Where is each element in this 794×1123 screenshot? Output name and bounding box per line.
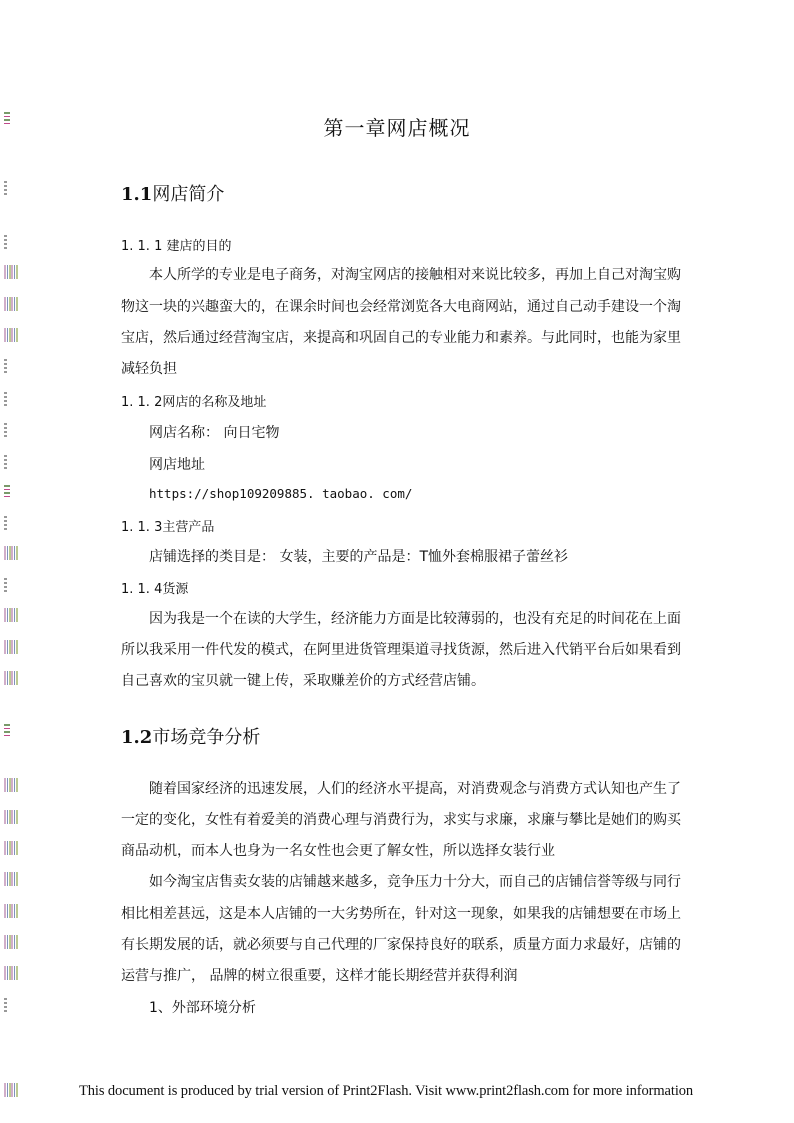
section-number: 1.2: [121, 727, 153, 748]
margin-artifact: [4, 181, 7, 195]
margin-artifact: [4, 810, 18, 824]
margin-artifact: [4, 392, 7, 406]
margin-artifact: [4, 485, 10, 499]
margin-artifact: [4, 841, 18, 855]
margin-artifact: [4, 998, 7, 1012]
paragraph-line: 相比相差甚远，这是本人店铺的一大劣势所在，针对这一现象，如果我的店铺想要在市场上: [121, 906, 681, 922]
margin-artifact: [4, 671, 18, 685]
paragraph-line: 商品动机，而本人也身为一名女性也会更了解女性，所以选择女装行业: [121, 843, 555, 859]
list-item-external-analysis: 1、外部环境分析: [149, 1000, 256, 1016]
margin-artifact: [4, 778, 18, 792]
margin-artifact: [4, 935, 18, 949]
paragraph-line: 如今淘宝店售卖女装的店铺越来越多，竞争压力十分大，而自己的店铺信誉等级与同行: [149, 874, 681, 890]
margin-artifact: [4, 724, 10, 738]
paragraph-line: 运营与推广， 品牌的树立很重要，这样才能长期经营并获得利润: [121, 968, 518, 984]
margin-artifact: [4, 328, 18, 342]
margin-artifact: [4, 640, 18, 654]
section-number: 1.1: [121, 184, 153, 205]
shop-address-label: 网店地址: [149, 457, 205, 473]
subsection-heading-1-1-3: 1. 1. 3主营产品: [121, 520, 215, 535]
paragraph-line: 随着国家经济的迅速发展，人们的经济水平提高，对消费观念与消费方式认知也产生了: [149, 781, 681, 797]
subsection-heading-1-1-4: 1. 1. 4货源: [121, 582, 189, 597]
section-title: 市场竞争分析: [152, 727, 261, 748]
subsection-heading-1-1-1: 1. 1. 1 建店的目的: [121, 239, 232, 254]
paragraph-line: 因为我是一个在读的大学生，经济能力方面是比较薄弱的，也没有充足的时间花在上面: [149, 611, 681, 627]
subsection-heading-1-1-2: 1. 1. 2网店的名称及地址: [121, 395, 267, 410]
section-heading-1-1: [121, 180, 224, 206]
chapter-title: 第一章网店概况: [323, 116, 471, 140]
margin-artifact: [4, 455, 7, 469]
paragraph-line: 宝店，然后通过经营淘宝店，来提高和巩固自己的专业能力和素养。与此同时，也能为家里: [121, 330, 681, 346]
section-title: 网店简介: [152, 184, 225, 205]
paragraph-line: 店铺选择的类目是： 女装，主要的产品是：T恤外套棉服裙子蕾丝衫: [149, 549, 569, 565]
margin-artifact: [4, 516, 7, 530]
paragraph-line: 所以我采用一件代发的模式，在阿里进货管理渠道寻找货源，然后进入代销平台后如果看到: [121, 642, 681, 658]
margin-artifact: [4, 872, 18, 886]
paragraph-line: 有长期发展的话，就必须要与自己代理的厂家保持良好的联系，质量方面力求最好，店铺的: [121, 937, 681, 953]
margin-artifact: [4, 546, 18, 560]
paragraph-line: 自己喜欢的宝贝就一键上传，采取赚差价的方式经营店铺。: [121, 673, 485, 689]
margin-artifact: [4, 359, 7, 373]
margin-artifact: [4, 235, 7, 249]
margin-artifact: [4, 966, 18, 980]
margin-artifact: [4, 1083, 18, 1097]
margin-artifact: [4, 608, 18, 622]
trial-watermark-footer: This document is produced by trial version of Print2Flash. Visit www.print2flash.com for more information: [79, 1083, 694, 1099]
margin-artifact: [4, 265, 18, 279]
margin-artifact: [4, 904, 18, 918]
margin-artifact: [4, 297, 18, 311]
section-heading-1-2: [121, 723, 260, 749]
shop-name: 网店名称： 向日宅物: [149, 425, 280, 441]
shop-url-link[interactable]: https://shop109209885. taobao. com/: [149, 486, 413, 501]
paragraph-line: 一定的变化，女性有着爱美的消费心理与消费行为，求实与求廉，求廉与攀比是她们的购买: [121, 812, 681, 828]
margin-artifact: [4, 578, 7, 592]
paragraph-line: 减轻负担: [121, 361, 177, 377]
paragraph-line: 物这一块的兴趣蛮大的，在课余时间也会经常浏览各大电商网站，通过自己动手建设一个淘: [121, 299, 681, 315]
margin-artifact: [4, 423, 7, 437]
paragraph-line: 本人所学的专业是电子商务，对淘宝网店的接触相对来说比较多，再加上自己对淘宝购: [149, 267, 681, 283]
